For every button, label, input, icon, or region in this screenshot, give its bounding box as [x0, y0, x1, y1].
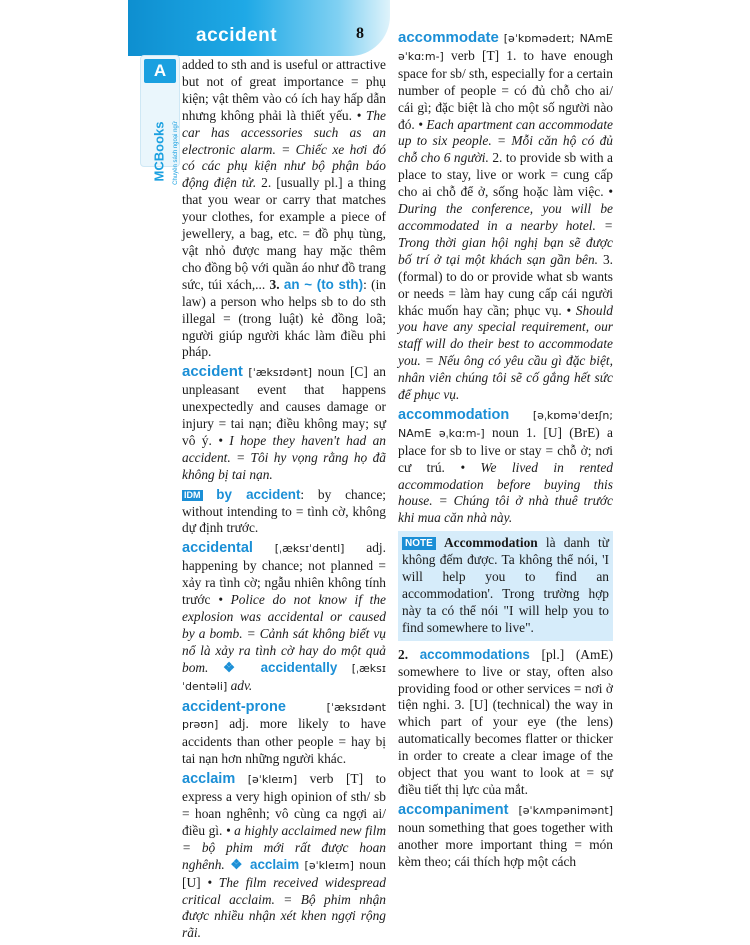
- entry-acclaim: acclaim [əˈkleɪm] verb [T] to express a very high opinion of sth/ sb = hoan nghênh; vô cùng ca ngợi ai/ điều gì. • a highly acclaimed new film = bộ phim mới rất được hoan nghênh. ❖ acclaim [əˈkleɪm] noun [U] • The film received widespread critical acclaim. = Bộ phim nhận được nhiều nhận xét khen ngợi rộng rãi.: [182, 771, 387, 941]
- right-margin: [622, 0, 750, 750]
- headword: acclaim: [182, 771, 236, 788]
- headword: accident: [182, 363, 243, 381]
- entry-accidental: accidental [ˌæksɪˈdentl] adj. happening by chance; not planned = xảy ra tình cờ; ngẫu nhiên không tính trước • Police do not know if the explosion was accidental or caused by a bomb. = Cảnh sát không biết vụ nổ là xảy ra tình cờ hay do một quả bom. ❖ accidentally [ˌæksɪˈdentəli] adv.: [182, 540, 386, 693]
- tab-letter: A: [144, 59, 176, 83]
- headword: accident-prone: [182, 698, 286, 715]
- usage-note: NOTE Accommodation là danh từ không đếm được. Ta không thể nói, 'I will help you to find an accommodation'. Trong trường hợp này ta có thể nói "I will help you to find somewhere to live".: [398, 531, 613, 640]
- dictionary-page: [128, 0, 622, 941]
- entry-accommodations: 2. accommodations [pl.] (AmE) somewhere to live or stay, often also providing food or other services = nơi ở tiện nghi. 3. [U] (technical) the way in which part of your eye (the lens) automatically becomes flatter or thicker in order to create a clear image of the object that you want to look at = sự điều tiết thị lực của mắt.: [398, 646, 614, 797]
- pronunciation: [ˈæksɪdənt]: [248, 366, 313, 380]
- page-number: 8: [356, 25, 364, 42]
- idiom-badge: IDM: [184, 489, 201, 500]
- entry-accident: accident [ˈæksɪdənt] noun [C] an unpleasant event that happens unexpectedly and causes damage or injury = tai nạn; điều không may; sự vô ý. • I hope they haven't had an accident. = Tôi hy vọng rằng họ đã không bị tai nạn.: [182, 363, 386, 482]
- headword: accommodation: [398, 406, 510, 423]
- header-guide-word: accident: [196, 25, 278, 46]
- left-column: [182, 57, 386, 945]
- publisher-tagline: Chuyên sách ngoại ngữ: [172, 121, 179, 185]
- entry-accommodation: accommodation [əˌkɒməˈdeɪʃn; NAmE əˌkɑːm-] noun 1. [U] (BrE) a place for sb to live or stay = chỗ ở; nơi cư trú. • We lived in rented accommodation before buying this house. = Chúng tôi ở nhà thuê trước khi mua căn nhà này.: [398, 406, 613, 526]
- idiom-by-accident: IDM by accident: by chance; without intending to = tình cờ, không dự định trước.: [182, 486, 386, 536]
- letter-tab: [140, 55, 180, 185]
- entry-accompaniment: accompaniment [əˈkʌmpənimənt] noun something that goes together with another more important thing = món kèm theo; cái thích hợp một cách: [398, 801, 613, 869]
- right-column: [398, 30, 613, 874]
- note-badge: NOTE: [402, 537, 436, 550]
- entry-accident-prone: accident-prone [ˈæksɪdənt prəʊn] adj. more likely to have accidents than other people = hay bị tai nạn hơn những người khác.: [182, 698, 386, 767]
- left-margin: [0, 0, 128, 750]
- entry-continuation: added to sth and is useful or attractive but not of great importance = phụ kiện; vật thêm vào có ích hay hấp dẫn nhưng không phải là thiết yếu. • The car has accessories such as an electronic alarm. = Chiếc xe hơi đó có các phụ kiện như bộ phận báo động điện tử. 2. [usually pl.] a thing that you wear or carry that matches your clothes, for example a piece of jewellery, a bag, etc. = đồ phụ tùng, vật nhỏ được mang hay mặc thêm cho đồng bộ với quần áo như đồ trang sức, túi xách,... 3. an ~ (to sth): (in law) a person who helps sb to do sth illegal = (trong luật) kẻ đồng loã; người giúp người khác làm điều phi pháp.: [182, 57, 387, 360]
- headword: accompaniment: [398, 801, 509, 818]
- entry-accommodate: accommodate [əˈkɒmədeɪt; NAmE əˈkɑːm-] verb [T] 1. to have enough space for sb/ sth, especially for a certain number of people = có đủ chỗ cho ai/ cái gì; đặc biệt là cho một số người nào đó. • Each apartment can accommodate up to six people. = Mỗi căn hộ có đủ chỗ cho 6 người. 2. to provide sb with a place to stay, live or work = cung cấp cho ai chỗ để ở, sống hoặc làm việc. • During the conference, you will be accommodated in a nearby hotel. = Trong thời gian hội nghị bạn sẽ được bố trí ở tại một khách sạn gần bên. 3. (formal) to do or provide what sb wants or needs = làm hay cung cấp cái người khác muốn hay cần; phục vụ. • Should you have any special requirement, our staff will do their best to accommodate you. = Nếu ông có yêu cầu gì đặc biệt, nhân viên chúng tôi sẽ cố gắng hết sức để phục vụ.: [398, 29, 613, 403]
- headword: accidental: [182, 540, 253, 557]
- publisher-logo: MCBooks: [151, 121, 167, 182]
- header-band: [128, 0, 390, 56]
- headword: accommodate: [398, 29, 499, 46]
